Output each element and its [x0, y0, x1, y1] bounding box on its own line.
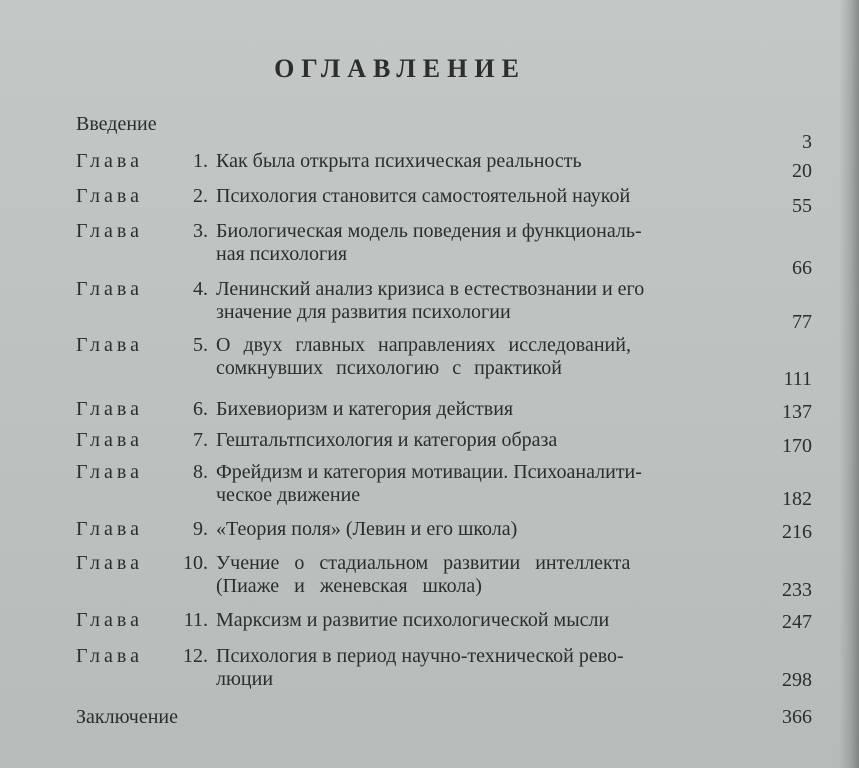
- chapter-title: [216, 429, 756, 452]
- chapter-title-line: О двух главных направлениях исследований,: [216, 334, 631, 356]
- chapter-label: Глава: [76, 552, 143, 574]
- chapter-title-line: Психология становится самостоятельной наукой: [216, 185, 631, 207]
- chapter-title-line: Биологическая модель поведения и функциональ-: [216, 220, 642, 242]
- chapter-title-line: Фрейдизм и категория мотивации. Психоаналити-: [216, 461, 642, 483]
- chapter-title: [216, 150, 756, 173]
- chapter-title-line: Учение о стадиальном развитии интеллекта: [216, 552, 631, 574]
- chapter-number: 6.: [193, 398, 208, 420]
- chapter-title-line: значение для развития психологии: [216, 301, 511, 323]
- chapter-label: Глава: [76, 150, 143, 172]
- chapter-title: [216, 645, 756, 691]
- chapter-page-number: 66: [792, 257, 812, 279]
- chapter-title: [216, 398, 756, 421]
- chapter-page-number: 247: [782, 611, 812, 633]
- chapter-title: [216, 552, 756, 598]
- chapter-number: 3.: [193, 220, 208, 242]
- chapter-title: [216, 609, 756, 632]
- chapter-title-line: Марксизм и развитие психологической мысли: [216, 609, 610, 631]
- chapter-number: 8.: [193, 461, 208, 483]
- chapter-number: 7.: [193, 429, 208, 451]
- conclusion-label: Заключение: [76, 706, 178, 728]
- chapter-label: Глава: [76, 609, 143, 631]
- chapter-title: [216, 278, 756, 324]
- chapter-label: Глава: [76, 334, 143, 356]
- chapter-page-number: 55: [792, 195, 812, 217]
- chapter-label: Глава: [76, 185, 143, 207]
- chapter-title-line: (Пиаже и женевская школа): [216, 575, 482, 597]
- chapter-page-number: 111: [783, 368, 812, 390]
- chapter-title: [216, 518, 756, 541]
- chapter-number: 11.: [183, 609, 208, 631]
- chapter-label: Глава: [76, 645, 143, 667]
- chapter-title-line: «Теория поля» (Левин и его школа): [216, 518, 518, 540]
- chapter-title-line: Психология в период научно-технической рево-: [216, 645, 624, 667]
- chapter-title-line: Как была открыта психическая реальность: [216, 150, 582, 172]
- chapter-number: 1.: [193, 150, 208, 172]
- chapter-title-line: Ленинский анализ кризиса в естествознании и его: [216, 278, 645, 300]
- chapter-label: Глава: [76, 518, 143, 540]
- chapter-page-number: 20: [792, 160, 812, 182]
- chapter-page-number: 298: [782, 669, 812, 691]
- chapter-title-line: Гештальтпсихология и категория образа: [216, 429, 558, 451]
- intro-label: Введение: [76, 113, 157, 135]
- chapter-number: 9.: [193, 518, 208, 540]
- chapter-label: Глава: [76, 278, 143, 300]
- chapter-title-line: Бихевиоризм и категория действия: [216, 398, 514, 420]
- chapter-page-number: 233: [782, 579, 812, 601]
- chapter-title: [216, 220, 756, 266]
- chapter-title: [216, 185, 756, 208]
- chapter-title-line: ческое движение: [216, 484, 361, 506]
- chapter-number: 2.: [193, 185, 208, 207]
- intro-page-number: 3: [802, 131, 812, 153]
- chapter-label: Глава: [76, 429, 143, 451]
- chapter-page-number: 170: [782, 435, 812, 457]
- chapter-page-number: 216: [782, 521, 812, 543]
- chapter-number: 12.: [183, 645, 208, 667]
- chapter-page-number: 137: [782, 401, 812, 423]
- chapter-title: [216, 334, 756, 380]
- chapter-label: Глава: [76, 461, 143, 483]
- chapter-number: 4.: [193, 278, 208, 300]
- chapter-title-line: люции: [216, 668, 274, 690]
- conclusion-page-number: 366: [782, 706, 812, 728]
- chapter-label: Глава: [76, 398, 143, 420]
- chapter-number: 10.: [183, 552, 208, 574]
- page-title: ОГЛАВЛЕНИЕ: [274, 54, 526, 83]
- chapter-page-number: 182: [782, 488, 812, 510]
- chapter-title-line: ная психология: [216, 243, 348, 265]
- page-edge-shadow: [839, 0, 859, 768]
- chapter-number: 5.: [193, 334, 208, 356]
- chapter-title: [216, 461, 756, 507]
- chapter-title-line: сомкнувших психологию с практикой: [216, 357, 562, 379]
- chapter-page-number: 77: [792, 311, 812, 333]
- chapter-label: Глава: [76, 220, 143, 242]
